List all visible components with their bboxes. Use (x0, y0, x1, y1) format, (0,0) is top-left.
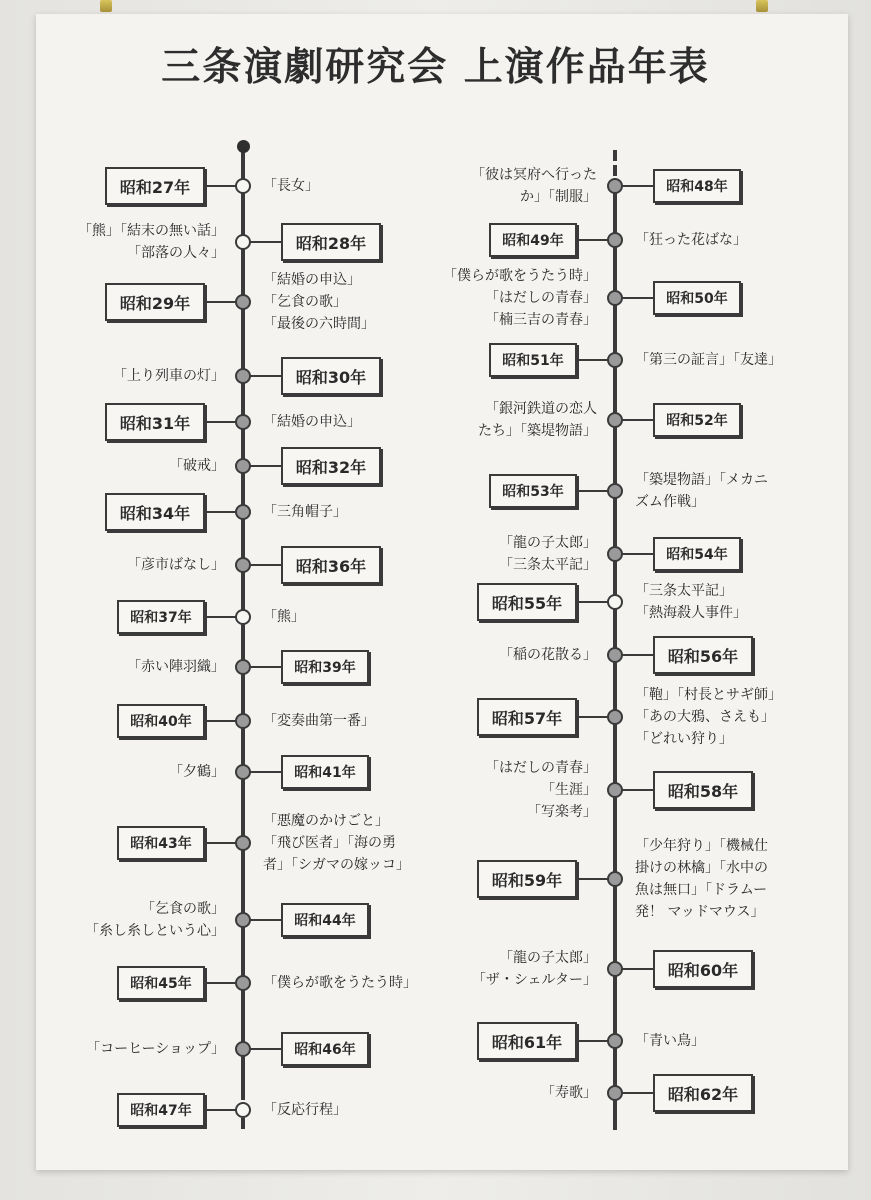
year-box: 昭和58年 (653, 771, 753, 809)
timeline-node (607, 412, 623, 428)
timeline-node (235, 713, 251, 729)
year-box: 昭和27年 (105, 167, 205, 205)
timeline-node (607, 178, 623, 194)
year-box: 昭和47年 (117, 1093, 205, 1127)
year-box: 昭和54年 (653, 537, 741, 571)
timeline-node (607, 232, 623, 248)
works-text: 「彼は冥府へ行った か」「制服」 (471, 167, 597, 205)
timeline-node (235, 975, 251, 991)
works-text: 「反応行程」 (263, 1102, 347, 1118)
year-box: 昭和61年 (477, 1022, 577, 1060)
works-text: 「龍の子太郎」 「ザ・シェルター」 (471, 950, 597, 988)
works-text: 「寿歌」 (541, 1085, 597, 1101)
works-text: 「彦市ばなし」 (127, 557, 225, 573)
year-box: 昭和34年 (105, 493, 205, 531)
timeline-node (607, 709, 623, 725)
works-text: 「結婚の申込」 「乞食の歌」 「最後の六時間」 (263, 272, 375, 332)
year-box: 昭和41年 (281, 755, 369, 789)
works-text: 「龍の子太郎」 「三条太平記」 (499, 535, 597, 573)
timeline-start-dot (237, 140, 250, 153)
page-title: 三条演劇研究会 上演作品年表 (161, 45, 710, 90)
year-box: 昭和60年 (653, 950, 753, 988)
year-box: 昭和52年 (653, 403, 741, 437)
timeline-node (607, 290, 623, 306)
timeline-node (235, 458, 251, 474)
year-box: 昭和36年 (281, 546, 381, 584)
works-text: 「破戒」 (169, 458, 225, 474)
works-text: 「赤い陣羽織」 (127, 659, 225, 675)
timeline-node (235, 764, 251, 780)
timeline-node (607, 647, 623, 663)
year-box: 昭和53年 (489, 474, 577, 508)
works-text: 「上り列車の灯」 (113, 368, 225, 384)
timeline-node (235, 414, 251, 430)
works-text: 「少年狩り」「機械仕 掛けの林檎」「水中の 魚は無口」「ドラムー 発！ マッドマウス」 (635, 838, 768, 920)
timeline-node (607, 871, 623, 887)
timeline-node (235, 557, 251, 573)
works-text: 「熊」 (263, 609, 305, 625)
year-box: 昭和32年 (281, 447, 381, 485)
timeline-node (607, 483, 623, 499)
year-box: 昭和56年 (653, 636, 753, 674)
year-box: 昭和57年 (477, 698, 577, 736)
timeline-dash (241, 1118, 245, 1129)
works-text: 「銀河鉄道の恋人 たち」「築堤物語」 (478, 401, 597, 439)
year-box: 昭和39年 (281, 650, 369, 684)
timeline-node (235, 1041, 251, 1057)
year-box: 昭和45年 (117, 966, 205, 1000)
timeline-node (235, 504, 251, 520)
year-box: 昭和62年 (653, 1074, 753, 1112)
works-text: 「稲の花散る」 (499, 647, 597, 663)
works-text: 「三条太平記」 「熱海殺人事件」 (635, 583, 747, 621)
works-text: 「築堤物語」「メカニ ズム作戦」 (635, 472, 768, 510)
year-box: 昭和55年 (477, 583, 577, 621)
year-box: 昭和46年 (281, 1032, 369, 1066)
works-text: 「変奏曲第一番」 (263, 713, 375, 729)
timeline-node (235, 835, 251, 851)
works-text: 「鞄」「村長とサギ師」 「あの大鴉、さえも」 「どれい狩り」 (635, 687, 782, 747)
works-text: 「青い鳥」 (635, 1033, 705, 1049)
year-box: 昭和48年 (653, 169, 741, 203)
timeline-node (607, 352, 623, 368)
year-box: 昭和30年 (281, 357, 381, 395)
timeline-node (235, 912, 251, 928)
year-box: 昭和40年 (117, 704, 205, 738)
year-box: 昭和59年 (477, 860, 577, 898)
year-box: 昭和29年 (105, 283, 205, 321)
timeline-node (607, 546, 623, 562)
works-text: 「乞食の歌」 「糸し糸しという心」 (85, 901, 225, 939)
year-box: 昭和43年 (117, 826, 205, 860)
works-text: 「長女」 (263, 178, 319, 194)
timeline-node (607, 1033, 623, 1049)
timeline-dash (613, 165, 617, 176)
binder-clip-right (756, 0, 768, 12)
works-text: 「熊」「結末の無い話」 「部落の人々」 (78, 223, 225, 261)
year-box: 昭和37年 (117, 600, 205, 634)
timeline-node (235, 178, 251, 194)
timeline-node (607, 594, 623, 610)
year-box: 昭和50年 (653, 281, 741, 315)
works-text: 「はだしの青春」 「生涯」 「写楽考」 (485, 760, 597, 820)
works-text: 「悪魔のかけごと」 「飛び医者」「海の勇 者」「シガマの嫁ッコ」 (263, 813, 410, 873)
year-box: 昭和28年 (281, 223, 381, 261)
timeline-node (235, 1102, 251, 1118)
works-text: 「コーヒーショップ」 (86, 1041, 225, 1057)
timeline-node (607, 961, 623, 977)
timeline-node (235, 609, 251, 625)
timeline-node (607, 782, 623, 798)
works-text: 「結婚の申込」 (263, 414, 361, 430)
timeline-node (235, 659, 251, 675)
works-text: 「三角帽子」 (263, 504, 347, 520)
binder-clip-left (100, 0, 112, 12)
works-text: 「夕鶴」 (169, 764, 225, 780)
year-box: 昭和31年 (105, 403, 205, 441)
works-text: 「狂った花ばな」 (635, 232, 747, 248)
timeline-node (235, 294, 251, 310)
year-box: 昭和51年 (489, 343, 577, 377)
year-box: 昭和44年 (281, 903, 369, 937)
year-box: 昭和49年 (489, 223, 577, 257)
timeline-dash (613, 150, 617, 161)
works-text: 「僕らが歌をうたう時」 「はだしの青春」 「楠三吉の青春」 (443, 268, 597, 328)
timeline-node (235, 234, 251, 250)
works-text: 「僕らが歌をうたう時」 (263, 975, 417, 991)
timeline-node (235, 368, 251, 384)
timeline-node (607, 1085, 623, 1101)
works-text: 「第三の証言」「友達」 (635, 352, 782, 368)
